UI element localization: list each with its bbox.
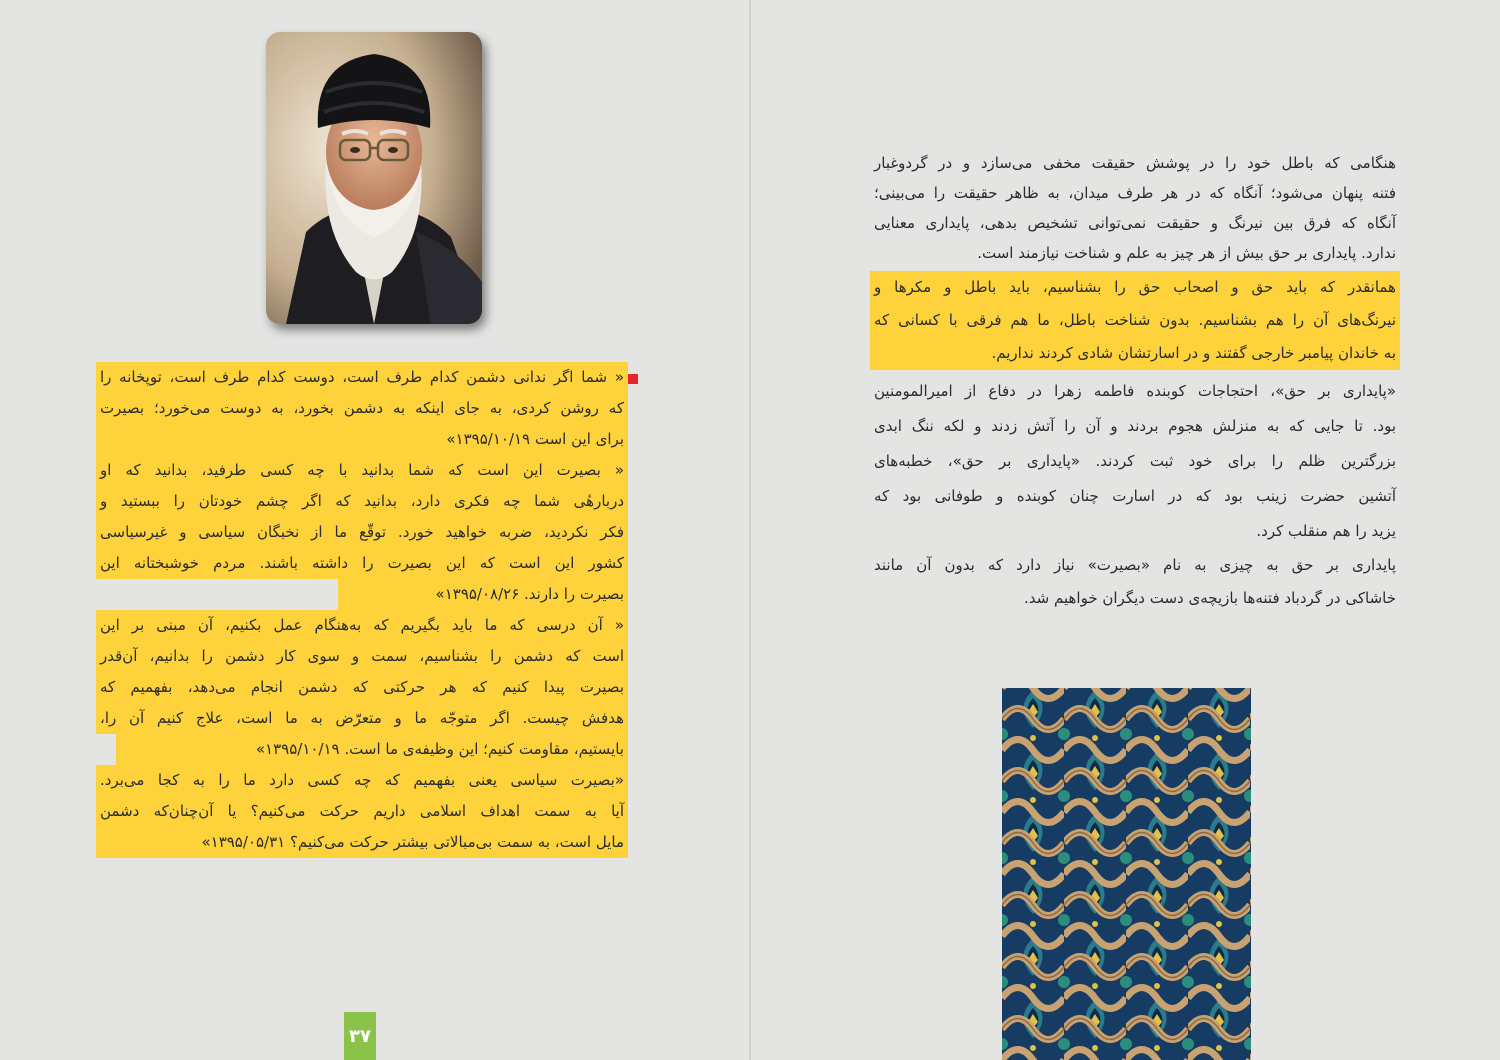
text-line: هنگامی که باطل خود را در پوشش حقیقت مخفی می‌سازد و در گردوغبار	[874, 154, 1396, 172]
quote-line: کشور این است که این بصیرت را داشته باشند. مردم خوشبختانه این	[96, 548, 628, 579]
quote-line: فکر نکردید، ضربه خواهید خورد. توقّع ما از نخبگان سیاسی و غیرسیاسی	[96, 517, 628, 548]
page-number: ۳۷	[344, 1012, 376, 1060]
quote-line: « آن درسی که ما باید بگیریم که به‌هنگام عمل بکنیم، آن مبنی بر این	[96, 610, 628, 641]
quote-line: «بصیرت سیاسی یعنی بفهمیم که چه کسی دارد ما را به کجا می‌برد.	[96, 765, 628, 796]
text-line: پایداری بر حق به چیزی به نام «بصیرت» نیاز دارد که بدون آن مانند	[874, 556, 1396, 574]
paragraph-3	[870, 374, 1400, 549]
quote-line: هدفش چیست. اگر متوجّه ما و متعرّض به ما است، علاج کنیم آن را،	[96, 703, 628, 734]
quote-line: برای این است ۱۳۹۵/۱۰/۱۹»	[96, 424, 628, 455]
quote-block-3	[96, 610, 628, 765]
quote-line: بایستیم، مقاومت کنیم؛ این وظیفه‌ی ما است. ۱۳۹۵/۱۰/۱۹»	[116, 734, 628, 765]
islamic-tile-pattern	[1002, 688, 1251, 1060]
quote-line: بصیرت را دارند. ۱۳۹۵/۰۸/۲۶»	[338, 579, 628, 610]
text-line: یزید را هم منقلب کرد.	[1256, 522, 1396, 540]
portrait-photo	[266, 32, 482, 324]
quote-line: آیا به سمت اهداف اسلامی داریم حرکت می‌کنیم؟ یا آن‌چنان‌که دشمن	[96, 796, 628, 827]
quotes-section	[96, 362, 628, 858]
quote-block-1	[96, 362, 628, 455]
quote-line: مایل است، به سمت بی‌مبالاتی بیشتر حرکت می‌کنیم؟ ۱۳۹۵/۰۵/۳۱»	[96, 827, 628, 858]
portrait-illustration	[266, 32, 482, 324]
quote-bullet-icon	[628, 374, 638, 384]
paragraph-1	[870, 148, 1400, 268]
text-line: همانقدر که باید حق و اصحاب حق را بشناسیم، باید باطل و مکرها و	[870, 271, 1400, 304]
text-line: به خاندان پیامبر خارجی گفتند و در اسارتشان شادی کردند نداریم.	[870, 337, 1400, 370]
tile-pattern-illustration	[1002, 688, 1251, 1060]
quote-line: « بصیرت این است که شما بدانید با چه کسی طرفید، بدانید که او	[96, 455, 628, 486]
quote-block-4	[96, 765, 628, 858]
text-line: آنگاه که فرق بین نیرنگ و حقیقت نمی‌توانی تشخیص بدهی، پایداری معنایی	[874, 214, 1396, 232]
paragraph-2-highlighted	[870, 271, 1400, 370]
text-line: نیرنگ‌های آن را هم بشناسیم. بدون شناخت باطل، ما هم فرقی با کسانی که	[870, 304, 1400, 337]
text-line: خاشاکی در گردباد فتنه‌ها بازیچه‌ی دست دیگران خواهیم شد.	[1024, 589, 1396, 607]
text-line: فتنه پنهان می‌شود؛ آنگاه که در هر طرف میدان، به ظاهر حقیقت را می‌بینی؛	[874, 184, 1396, 202]
right-text-section	[870, 148, 1400, 615]
text-line: «پایداری بر حق»، احتجاجات کوبنده فاطمه زهرا در دفاع از امیرالمومنین	[874, 382, 1396, 400]
text-line: ندارد. پایداری بر حق بیش از هر چیز به علم و شناخت نیازمند است.	[977, 244, 1396, 262]
quote-line: است که دشمن را بشناسیم، سمت و سوی کار دشمن را بدانیم، آن‌قدر	[96, 641, 628, 672]
paragraph-4	[870, 549, 1400, 615]
quote-line: دربارهٔی شما چه فکری دارد، بدانید که اگر چشم خودتان را ببستید و	[96, 486, 628, 517]
quote-block-2	[96, 455, 628, 610]
quote-line: بصیرت پیدا کنیم که هر حرکتی که دشمن انجام می‌دهد، بفهمیم که	[96, 672, 628, 703]
text-line: آتشین حضرت زینب بود که در اسارت چنان کوبنده و طوفانی بود که	[874, 487, 1396, 505]
text-line: بود. تا جایی که به منزلش هجوم بردند و آن را آتش زدند و لکه ننگ ابدی	[874, 417, 1396, 435]
text-line: بزرگترین ظلم را برای خود ثبت کردند. «پایداری بر حق»، خطبه‌های	[874, 452, 1396, 470]
quote-line: « شما اگر ندانی دشمن کدام طرف است، دوست کدام طرف است، توپخانه را	[96, 362, 628, 393]
quote-line: که روشن کردی، به جای اینکه به دشمن بخورد، به دوست می‌خورد؛ بصیرت	[96, 393, 628, 424]
